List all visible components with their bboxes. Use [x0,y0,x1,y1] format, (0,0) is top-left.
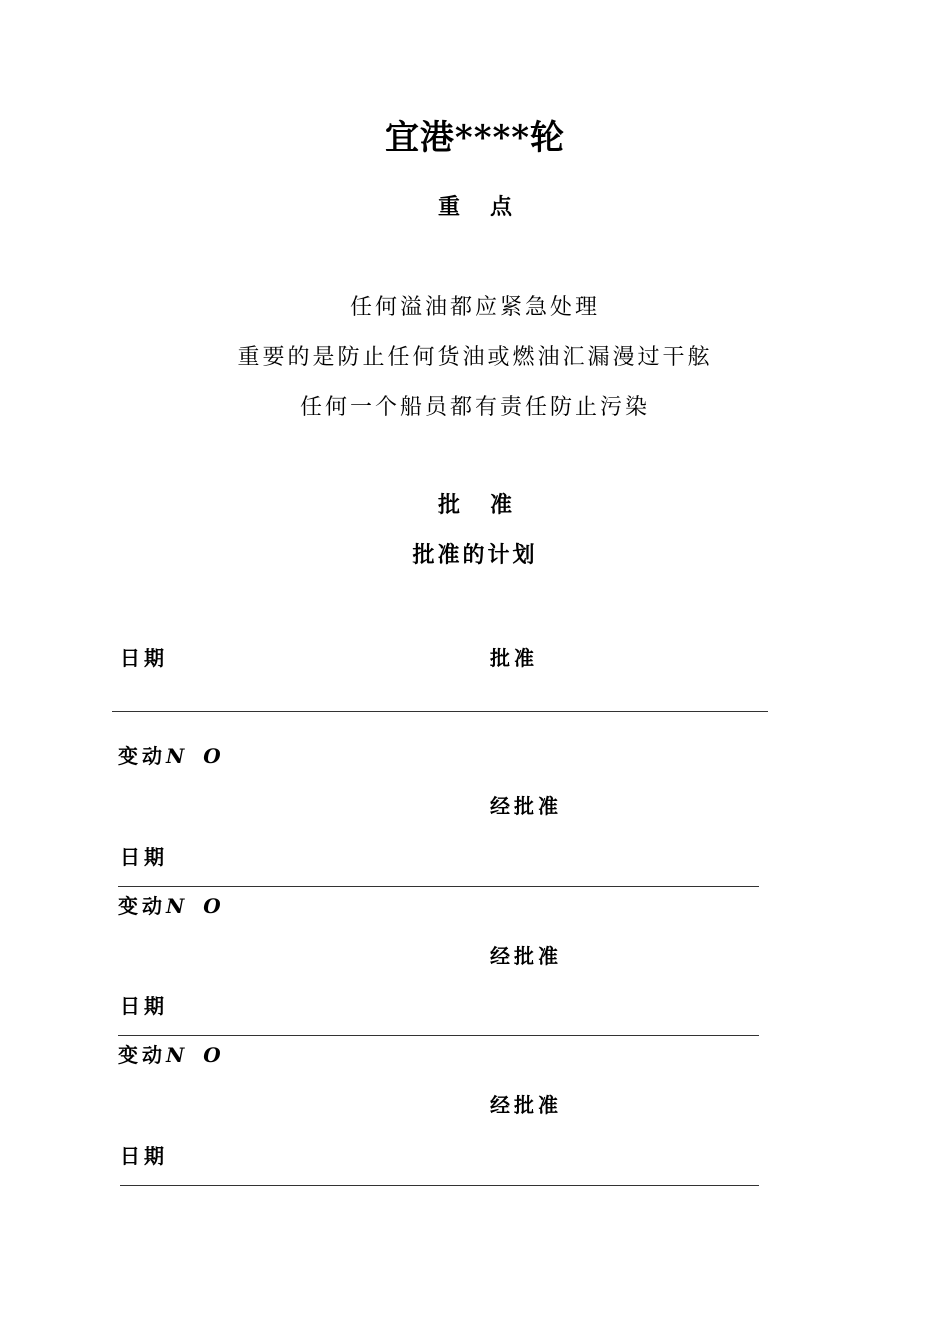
change-divider [120,1185,759,1186]
approval-subheading: 批准的计划 [412,542,538,568]
change-approved-label: 经批准 [490,1093,562,1117]
change-divider [118,886,759,887]
key-point-line: 重要的是防止任何货油或燃油汇漏漫过干舷 [237,345,713,370]
ship-title: 宜港****轮 [384,118,566,158]
change-label: 变动 [118,1043,166,1067]
key-point-line: 任何一个船员都有责任防止污染 [299,395,650,420]
change-no: N O [166,894,227,918]
change-approved-label: 经批准 [490,944,562,968]
approval-heading: 批准 [437,492,542,518]
change-number-label [118,740,227,769]
change-label: 变动 [118,894,166,918]
change-divider [118,1035,759,1036]
key-points-heading: 重点 [437,194,542,220]
change-no: N O [166,744,227,768]
change-number-label [118,890,227,919]
change-label: 变动 [118,744,166,768]
key-point-line: 任何溢油都应紧急处理 [349,295,600,320]
approval-date-label: 日期 [120,646,168,670]
change-date-label: 日期 [120,994,168,1018]
approval-approve-label: 批准 [490,646,538,670]
change-date-label: 日期 [120,845,168,869]
change-date-label: 日期 [120,1144,168,1168]
change-number-label [118,1039,227,1068]
change-no: N O [166,1043,227,1067]
change-approved-label: 经批准 [490,794,562,818]
approval-divider [112,711,768,712]
